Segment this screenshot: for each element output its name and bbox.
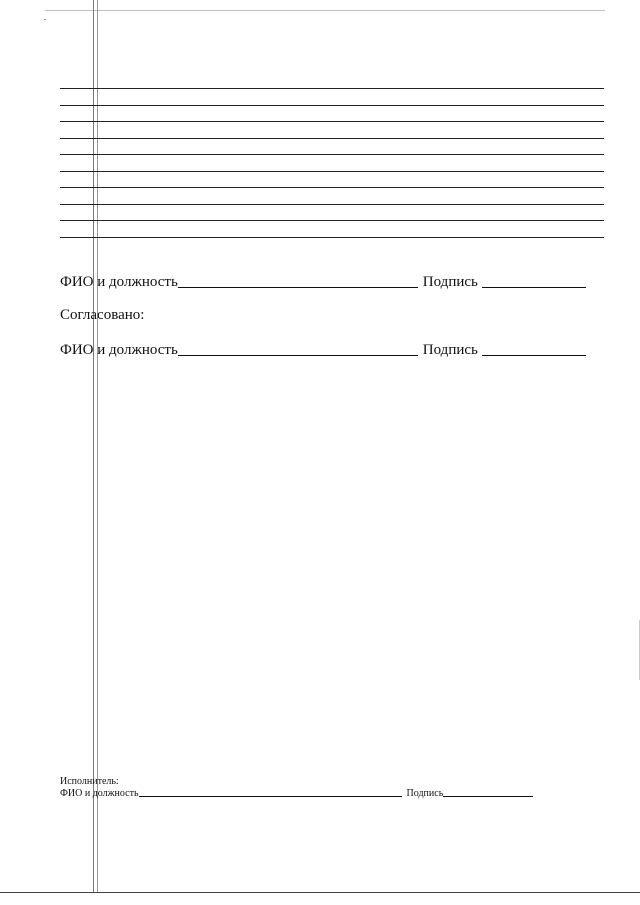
ruled-line xyxy=(60,121,604,122)
signature-field[interactable] xyxy=(482,286,586,288)
ruled-line xyxy=(60,154,604,155)
ruled-lines-area xyxy=(60,88,604,253)
ruled-line xyxy=(60,220,604,221)
ruled-line xyxy=(60,88,604,89)
scan-speck xyxy=(44,19,46,20)
name-position-field[interactable] xyxy=(139,795,402,797)
ruled-line xyxy=(60,138,604,139)
ruled-line xyxy=(60,171,604,172)
ruled-line xyxy=(60,204,604,205)
signature-label: Подпись xyxy=(422,342,478,358)
ruled-line xyxy=(60,187,604,188)
signature-label: Подпись xyxy=(422,274,478,290)
name-position-label: ФИО и должность xyxy=(60,788,139,799)
bottom-edge-line xyxy=(0,892,640,893)
signature-row-1 xyxy=(60,273,589,291)
name-position-label: ФИО и должность xyxy=(60,342,178,358)
top-edge-line xyxy=(45,10,605,11)
signature-field[interactable] xyxy=(482,354,586,356)
ruled-line xyxy=(60,237,604,238)
name-position-field[interactable] xyxy=(178,286,418,288)
signature-row-2 xyxy=(60,341,589,359)
agreed-heading: Согласовано: xyxy=(60,307,145,323)
ruled-line xyxy=(60,105,604,106)
name-position-field[interactable] xyxy=(178,354,418,356)
signature-field[interactable] xyxy=(443,795,533,797)
executor-signature-row xyxy=(60,788,536,799)
name-position-label: ФИО и должность xyxy=(60,274,178,290)
executor-label: Исполнитель: xyxy=(60,776,119,787)
signature-label: Подпись xyxy=(406,788,444,799)
executor-block xyxy=(60,776,536,799)
